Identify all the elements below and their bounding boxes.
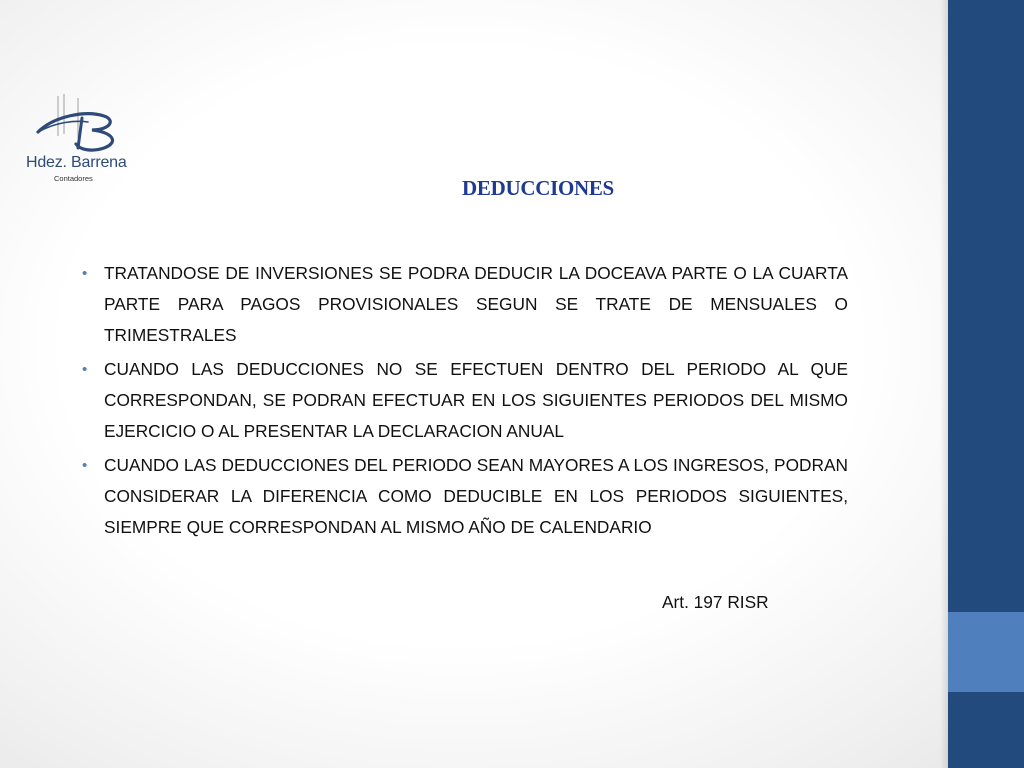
hb-monogram-icon xyxy=(26,92,138,156)
bullet-list xyxy=(80,258,848,546)
company-logo xyxy=(26,92,138,188)
article-reference: Art. 197 RISR xyxy=(662,592,769,612)
bullet-marker-icon: • xyxy=(82,361,88,378)
bullet-text: TRATANDOSE DE INVERSIONES SE PODRA DEDUCIR LA DOCEAVA PARTE O LA CUARTA PARTE PARA PAGOS PROVISIONALES SEGUN SE TRATE DE MENSUALES O TRIMESTRALES xyxy=(104,263,848,345)
bullet-item xyxy=(80,258,848,351)
sidebar-accent-block xyxy=(948,612,1024,692)
bullet-item xyxy=(80,450,848,543)
bullet-text: CUANDO LAS DEDUCCIONES DEL PERIODO SEAN MAYORES A LOS INGRESOS, PODRAN CONSIDERAR LA DIFERENCIA COMO DEDUCIBLE EN LOS PERIODOS SIGUIENTES, SIEMPRE QUE CORRESPONDAN AL MISMO AÑO DE CALENDARIO xyxy=(104,455,848,537)
sidebar-shadow xyxy=(940,0,948,768)
logo-company-subtitle: Contadores xyxy=(54,174,93,183)
bullet-marker-icon: • xyxy=(82,457,88,474)
bullet-item xyxy=(80,354,848,447)
logo-company-name: Hdez. Barrena xyxy=(26,154,127,171)
bullet-text: CUANDO LAS DEDUCCIONES NO SE EFECTUEN DENTRO DEL PERIODO AL QUE CORRESPONDAN, SE PODRAN EFECTUAR EN LOS SIGUIENTES PERIODOS DEL MISMO EJERCICIO O AL PRESENTAR LA DECLARACION ANUAL xyxy=(104,359,848,441)
slide-title: DEDUCCIONES xyxy=(462,176,614,200)
bullet-marker-icon: • xyxy=(82,265,88,282)
